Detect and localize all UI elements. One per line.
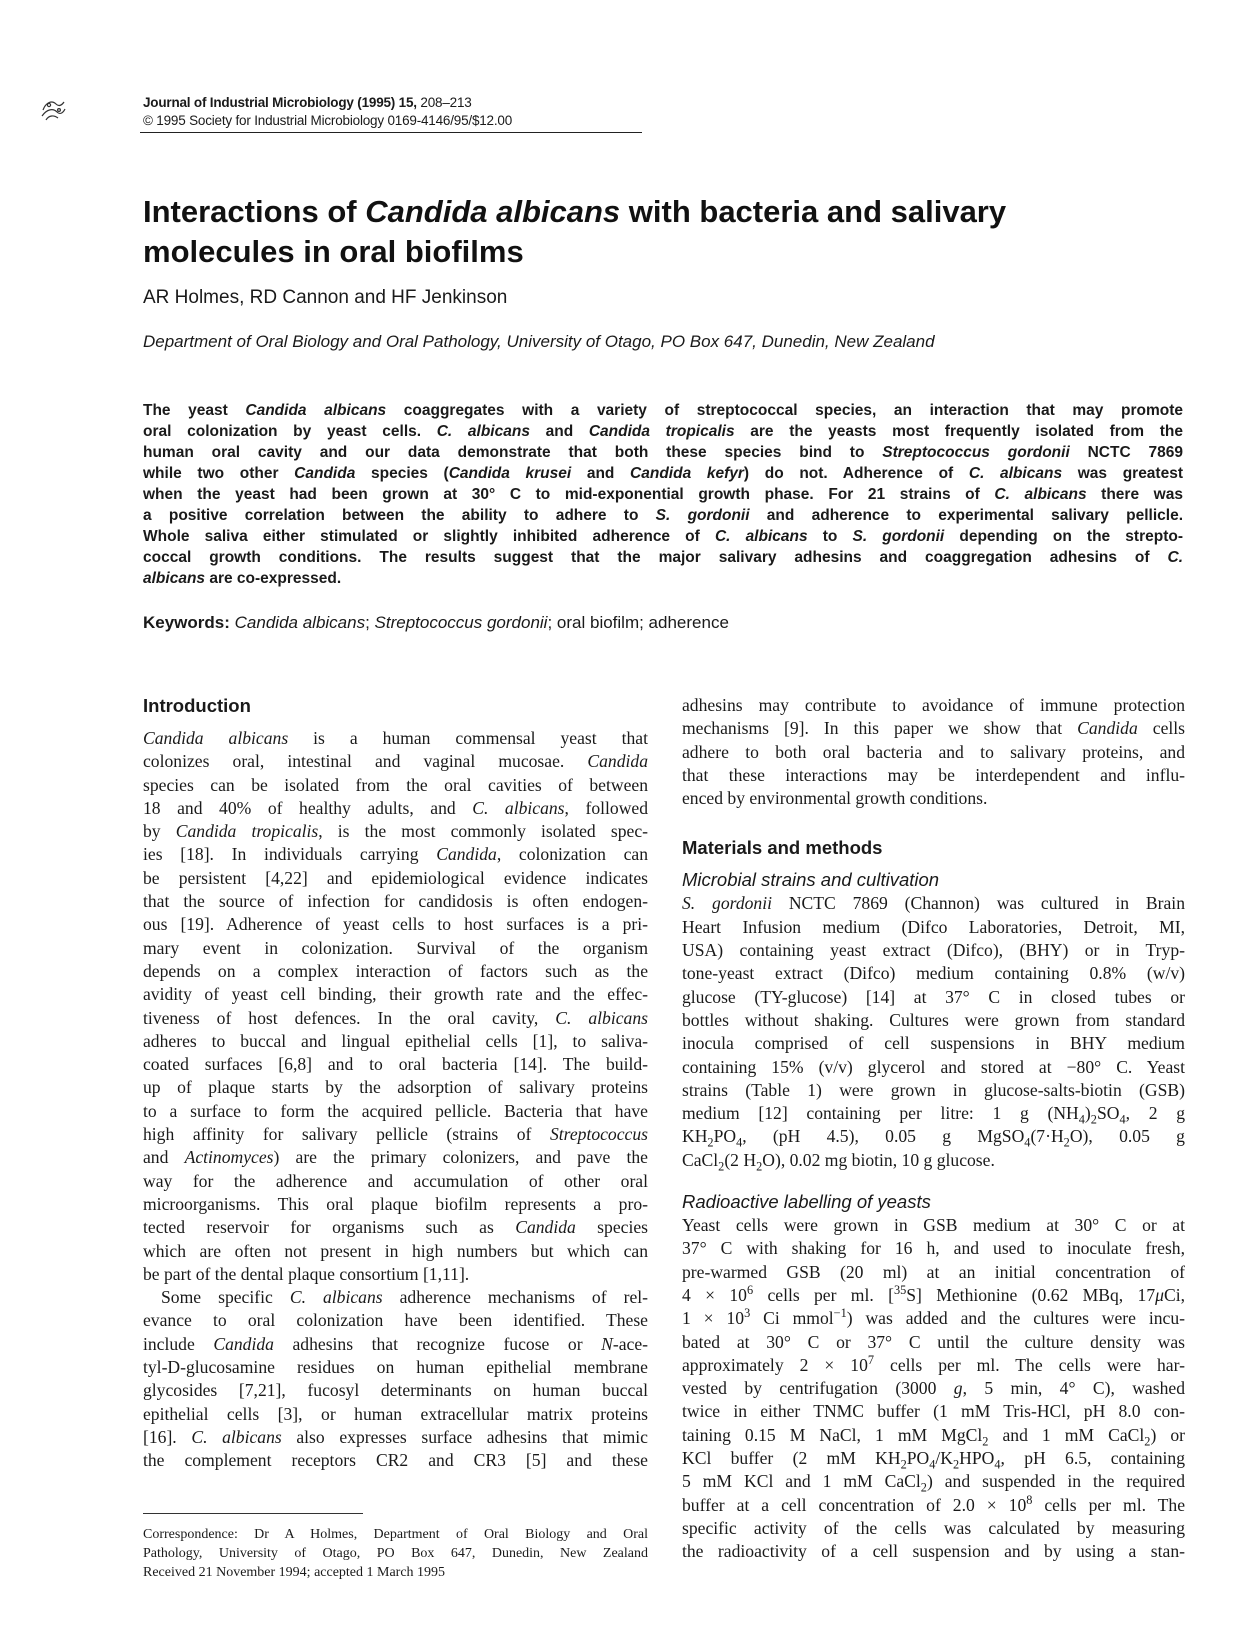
journal-header xyxy=(143,94,512,130)
section-heading-introduction: Introduction xyxy=(143,695,251,716)
keywords: Keywords: Candida albicans; Streptococcus gordonii; oral biofilm; adherence xyxy=(143,613,729,632)
text-line: 18 and 40% of healthy adults, and C. albicans, followed xyxy=(143,797,649,818)
journal-name: Journal of Industrial Microbiology xyxy=(143,95,354,110)
text-line: and Actinomyces) are the primary colonizers, and pave the xyxy=(143,1147,648,1168)
keywords-label: Keywords: xyxy=(143,613,230,632)
text-line: be persistent [4,22] and epidemiological evidence indicates xyxy=(143,867,648,888)
left-column xyxy=(143,694,648,1473)
text-line: ous [19]. Adherence of yeast cells to host surfaces is a pri- xyxy=(143,914,648,935)
text-line: colonizes oral, intestinal and vaginal mucosae. Candida xyxy=(143,751,648,772)
text-line: to a surface to form the acquired pellicle. Bacteria that have xyxy=(143,1100,648,1121)
intro-paragraph-1 xyxy=(143,727,648,1286)
text-line: evance to oral colonization have been identified. These xyxy=(143,1310,648,1331)
article-authors: AR Holmes, RD Cannon and HF Jenkinson xyxy=(143,287,508,308)
abstract: The yeast Candida albicans coaggregates with a variety of streptococcal species, an interaction that may promote oral colonization by yeast cells. C. albicans and Candida tropicalis are the yeasts most frequently isolated from the human oral cavity and our data demonstrate that both these species bind to Streptococcus gordonii NCTC 7869 while two other Candida species (Candida krusei and Candida kefyr) do not. Adherence of C. albicans was greatest when the yeast had been grown at 30° C to mid-exponential growth phase. For 21 strains of C. albicans there was a positive correlation between the ability to adhere to S. gordonii and adherence to experimental salivary pellicle. Whole saliva either stimulated or slightly inhibited adherence of C. albicans to S. gordonii depending on the strepto- coccal growth conditions. The results suggest that the major salivary adhesins and coaggregation adhesins of C. albicans are co-expressed. xyxy=(143,402,1184,587)
text-line: glycosides [7,21], fucosyl determinants on human buccal xyxy=(143,1380,648,1401)
section-heading-materials-methods: Materials and methods xyxy=(682,837,883,859)
text-line: tyl-D-glucosamine residues on human epithelial membrane xyxy=(143,1357,648,1378)
journal-logo-icon xyxy=(40,96,66,122)
text-line: epithelial cells [3], or human extracellular matrix proteins xyxy=(143,1403,648,1424)
microbial-strains-paragraph: S. gordonii NCTC 7869 (Channon) was cultured in Brain Heart Infusion medium (Difco Laboratories, Detroit, MI, USA) containing yeast extract (Difco), (BHY) or in Tryp- tone-yeast extract (Difco) medium containing 0.8% (w/v) glucose (TY-glucose) [14] at 37° C in closed tubes or bottles without shaking. Cultures were grown from standard inocula comprised of cell suspensions in BHY medium containing 15% (v/v) glycerol and stored at −80° C. Yeast strains (Table 1) were grown in glucose-salts-biotin (GSB) medium [12] containing per litre: 1 g $(NH_4)_2SO_4$, 2 g $KH_2PO_4$, (pH 4.5), 0.05 g $MgSO_4(7\cdot H_2O)$, 0.05 g CaCl$_2$(2 $H_2O$), 0.02 mg biotin, 10 g glucose. xyxy=(682,893,1186,1174)
text-line: coated surfaces [6,8] and to oral bacteria [14]. The build- xyxy=(143,1054,648,1075)
text-line: microorganisms. This oral plaque biofilm represents a pro- xyxy=(143,1193,648,1214)
text-line: [16]. C. albicans also expresses surface adhesins that mimic xyxy=(143,1426,648,1447)
journal-pages: 208–213 xyxy=(420,95,472,110)
text-line: adheres to buccal and lingual epithelial cells [1], to saliva- xyxy=(143,1030,648,1051)
text-line: tected reservoir for organisms such as Candida species xyxy=(143,1217,648,1238)
text-line: Some specific C. albicans adherence mechanisms of rel- xyxy=(161,1287,649,1308)
text-line: ies [18]. In individuals carrying Candida, colonization can xyxy=(143,844,649,865)
text-line: which are often not present in high numbers but which can xyxy=(143,1240,648,1261)
right-column xyxy=(682,694,1185,1564)
text-line: avidity of yeast cell binding, their growth rate and the effec- xyxy=(143,984,648,1005)
journal-volume: 15, xyxy=(398,95,417,110)
text-line: up of plaque starts by the adsorption of salivary proteins xyxy=(143,1077,648,1098)
journal-year: (1995) xyxy=(357,95,396,110)
correspondence-footnote: Correspondence: Dr A Holmes, Department of Oral Biology and Oral Pathology, University of Otago, PO Box 647, Dunedin, New Zealand Received 21 November 1994; accepted 1 March 1995 xyxy=(143,1527,648,1580)
radioactive-labelling-paragraph: Yeast cells were grown in GSB medium at 30° C or at 37° C with shaking for 16 h, and used to inoculate fresh, pre-warmed GSB (20 ml) at an initial concentration of $4 \times 10^6$ cells per ml. [$^{35}$S] Methionine (0.62 MBq, 17μCi, $1 \times 10^3$ Ci mmol$^{-1}$) was added and the cultures were incu- bated at 30° C or 37° C until the culture density was approximately $2 \times 10^7$ cells per ml. The cells were har- vested by centrifugation (3000 g, 5 min, 4° C), washed twice in either TNMC buffer (1 mM Tris-HCl, pH 8.0 con- taining 0.15 M NaCl, 1 mM MgCl$_2$ and 1 mM CaCl$_2$) or KCl buffer (2 mM $KH_2PO_4/K_2HPO_4$, pH 6.5, containing 5 mM KCl and 1 mM CaCl$_2$) and suspended in the required buffer at a cell concentration of $2.0 \times 10^8$ cells per ml. The specific activity of the cells was calculated by measuring the radioactivity of a cell suspension and by using a stan- xyxy=(682,1215,1186,1562)
footnote-rule xyxy=(143,1513,363,1514)
intro-paragraph-2 xyxy=(143,1286,648,1472)
text-line: the complement receptors CR2 and CR3 [5] and these xyxy=(143,1450,648,1471)
journal-copyright: © 1995 Society for Industrial Microbiology 0169-4146/95/$12.00 xyxy=(143,113,513,128)
article-title: Interactions of Candida albicans with bacteria and salivary molecules in oral biofilms xyxy=(143,194,1007,269)
journal-citation xyxy=(143,94,512,112)
text-line: high affinity for salivary pellicle (strains of Streptococcus xyxy=(143,1124,648,1145)
header-rule xyxy=(140,132,642,133)
subheading-radioactive-labelling: Radioactive labelling of yeasts xyxy=(682,1191,931,1213)
text-line: mary event in colonization. Survival of the organism xyxy=(143,937,648,958)
text-line: way for the adherence and accumulation of other oral xyxy=(143,1170,648,1191)
article-affiliation: Department of Oral Biology and Oral Pathology, University of Otago, PO Box 647, Dunedin, New Zealand xyxy=(143,332,935,351)
text-line: include Candida adhesins that recognize fucose or N-ace- xyxy=(143,1333,648,1354)
intro-continuation: adhesins may contribute to avoidance of immune protection mechanisms [9]. In this paper we show that Candida cells adhere to both oral bacteria and to salivary proteins, and that these interactions may be interdependent and influ- enced by environmental growth conditions. xyxy=(682,695,1185,809)
text-line: depends on a complex interaction of factors such as the xyxy=(143,960,648,981)
text-line: tiveness of host defences. In the oral cavity, C. albicans xyxy=(143,1007,648,1028)
text-line: by Candida tropicalis, is the most commonly isolated spec- xyxy=(143,821,648,842)
text-line: species can be isolated from the oral cavities of between xyxy=(143,774,648,795)
text-line: Candida albicans is a human commensal yeast that xyxy=(143,728,648,748)
text-line: be part of the dental plaque consortium [1,11]. xyxy=(143,1263,470,1284)
subheading-microbial-strains: Microbial strains and cultivation xyxy=(682,869,940,891)
text-line: that the source of infection for candidosis is often endogen- xyxy=(143,891,648,912)
